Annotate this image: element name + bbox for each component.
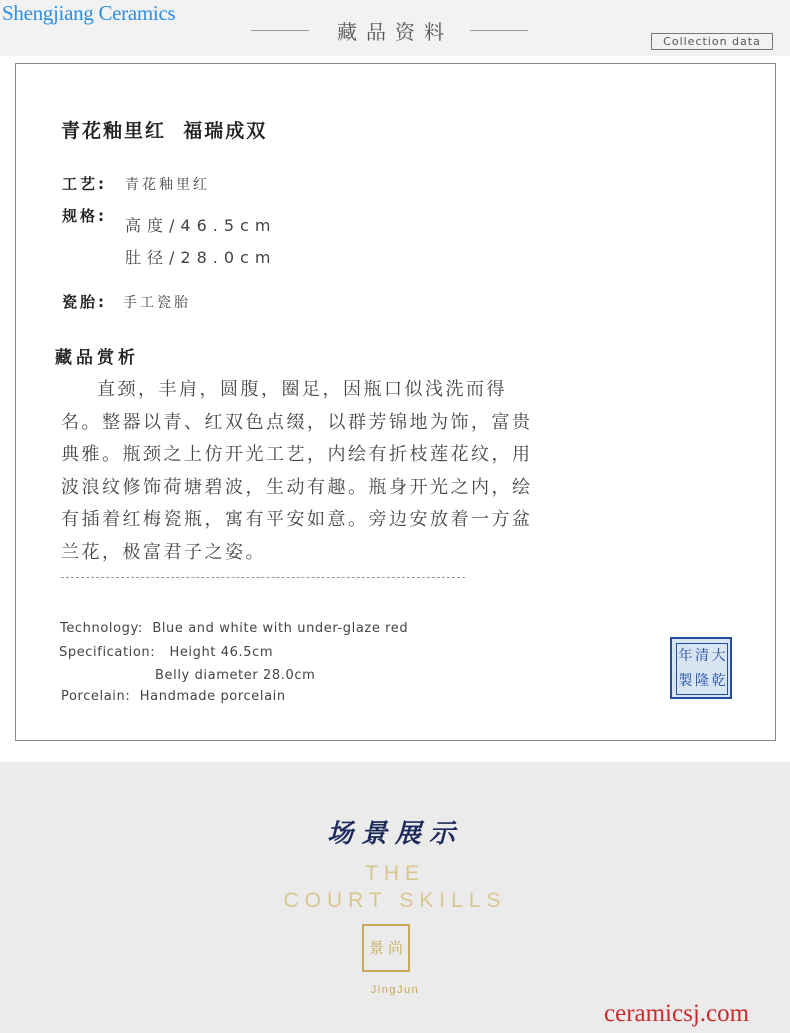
en-technology: Technology: Blue and white with under-glaze red [60, 621, 409, 636]
technology-value: 青花釉里红 [125, 177, 210, 193]
en-porcelain: Porcelain: Handmade porcelain [61, 689, 286, 704]
header-line-right [470, 30, 528, 31]
seal-char: 年 [678, 648, 693, 664]
spec-height: 高度/46.5cm [125, 216, 277, 235]
seal-char: 隆 [694, 673, 709, 689]
scene-title: 场景展示 [326, 819, 463, 849]
body-value: 手工瓷胎 [123, 295, 191, 311]
appreciation-text: 直颈，丰肩，圆腹，圈足，因瓶口似浅洗而得名。整器以青、红双色点缀，以群芳锦地为饰，富贵典雅。瓶颈之上仿开光工艺，内绘有折枝莲花纹，用波浪纹修饰荷塘碧波，生动有趣。瓶身开光之内，绘有插着红梅瓷瓶，寓有平安如意。旁边安放着一方盆兰花，极富君子之姿。 [61, 379, 533, 563]
appreciation-title: 藏品赏析 [55, 348, 139, 368]
seal-char: 製 [678, 673, 693, 689]
seal-characters [676, 643, 728, 695]
logo-characters [367, 929, 405, 967]
jingjun-logo [362, 924, 410, 972]
technology-label: 工艺: [62, 175, 108, 193]
tagline-court-skills: COURT SKILLS [283, 889, 507, 912]
spec-belly: 肚径/28.0cm [125, 248, 277, 267]
jingjun-brand-text: JingJun [370, 984, 420, 996]
collection-data-badge: Collection data [651, 33, 773, 50]
en-specification: Specification: Height 46.5cm [59, 645, 274, 660]
seal-char: 乾 [711, 673, 726, 689]
logo-char: 景 [368, 939, 384, 957]
site-watermark: ceramicsj.com [604, 1000, 750, 1027]
collection-card [15, 63, 776, 741]
dashed-divider [61, 577, 465, 578]
body-label: 瓷胎: [62, 293, 108, 311]
logo-char: 尚 [387, 939, 403, 957]
product-title: 青花釉里红 福瑞成双 [61, 120, 268, 142]
tagline-the: THE [365, 862, 425, 885]
brand-watermark: Shengjiang Ceramics [2, 1, 176, 25]
header-title: 藏品资料 [337, 20, 453, 44]
spec-label: 规格: [62, 207, 108, 225]
scene-section [0, 762, 790, 1033]
seal-char: 大 [711, 648, 726, 664]
seal-char: 清 [694, 648, 709, 664]
en-belly-diameter: Belly diameter 28.0cm [155, 668, 316, 683]
reign-mark-seal [670, 637, 732, 699]
